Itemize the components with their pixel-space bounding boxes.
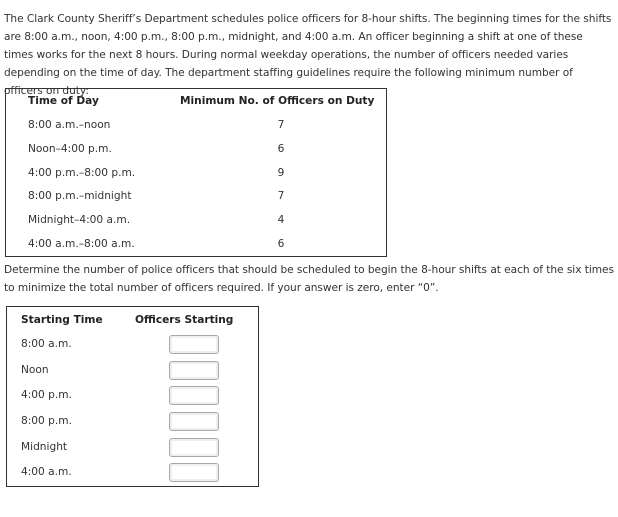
- time-of-day-cell: Noon–4:00 p.m.: [28, 143, 112, 155]
- time-of-day-cell: 4:00 p.m.–8:00 p.m.: [28, 167, 136, 179]
- question-text: Determine the number of police officers that should be scheduled to begin the 8-hour shifts at each of the six times to minimize the total number of officers required. If your answer is zero, enter “0”.: [4, 264, 614, 294]
- starting-time-cell: 8:00 a.m.: [21, 338, 72, 350]
- officers-4am-input[interactable]: [169, 463, 219, 482]
- time-of-day-cell: 8:00 a.m.–noon: [28, 119, 111, 131]
- officers-8am-input[interactable]: [169, 335, 219, 354]
- officers-starting-table: [6, 306, 259, 487]
- minimum-officers-cell: 4: [277, 214, 285, 226]
- starting-time-header: Starting Time: [21, 314, 103, 326]
- officers-midnight-input[interactable]: [169, 438, 219, 457]
- time-of-day-cell: Midnight–4:00 a.m.: [28, 214, 131, 226]
- minimum-officers-cell: 9: [277, 167, 285, 179]
- officers-noon-input[interactable]: [169, 361, 219, 380]
- time-of-day-cell: 8:00 p.m.–midnight: [28, 190, 132, 202]
- officers-4pm-input[interactable]: [169, 386, 219, 405]
- starting-time-cell: Noon: [21, 364, 49, 376]
- time-of-day-cell: 4:00 a.m.–8:00 a.m.: [28, 238, 135, 250]
- minimum-officers-header: Minimum No. of Officers on Duty: [180, 95, 375, 107]
- starting-time-cell: Midnight: [21, 441, 68, 453]
- starting-time-cell: 4:00 p.m.: [21, 389, 72, 401]
- starting-time-cell: 4:00 a.m.: [21, 466, 72, 478]
- officers-8pm-input[interactable]: [169, 412, 219, 431]
- time-of-day-header: Time of Day: [28, 95, 99, 107]
- minimum-officers-cell: 7: [277, 190, 285, 202]
- staffing-guidelines-table: [5, 88, 387, 257]
- officers-starting-header: Officers Starting: [135, 314, 234, 326]
- minimum-officers-cell: 6: [277, 238, 285, 250]
- minimum-officers-cell: 6: [277, 143, 285, 155]
- starting-time-cell: 8:00 p.m.: [21, 415, 72, 427]
- problem-intro: The Clark County Sheriff’s Department schedules police officers for 8-hour shifts. The beginning times for the shifts are 8:00 a.m., noon, 4:00 p.m., 8:00 p.m., midnight, and 4:00 a.m. An officer beginning a shift at one of these times works for the next 8 hours. During normal weekday operations, the number of officers needed varies depending on the time of day. The department staffing guidelines require the following minimum number of officers on duty:: [4, 13, 612, 97]
- minimum-officers-cell: 7: [277, 119, 285, 131]
